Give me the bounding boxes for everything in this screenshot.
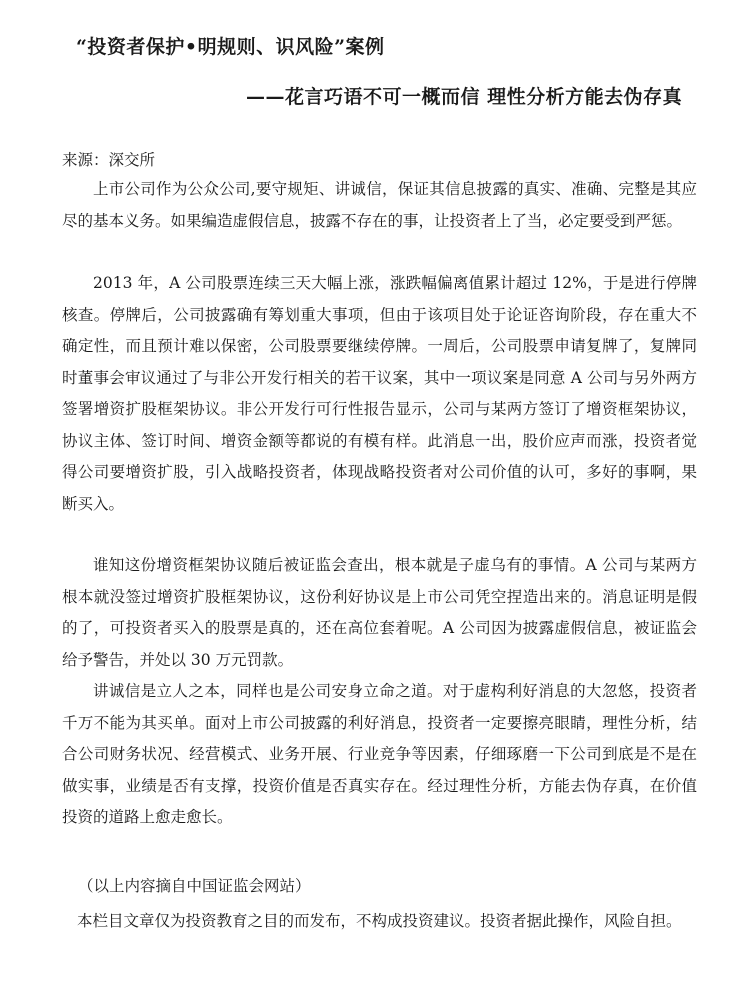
source-line: 来源：深交所 [62,151,156,169]
paragraph: 上市公司作为公众公司,要守规矩、讲诚信，保证其信息披露的真实、准确、完整是其应尽的基本义务。如果编造虚假信息，披露不存在的事，让投资者上了当，必定要受到严惩。 [62,180,697,230]
paragraph: 2013 年，A 公司股票连续三天大幅上涨，涨跌幅偏离值累计超过 12%，于是进行停牌核查。停牌后，公司披露确有筹划重大事项，但由于该项目处于论证咨询阶段，存在重大不确定性，而且预计难以保密，公司股票要继续停牌。一周后，公司股票申请复牌了，复牌同时董事会审议通过了与非公开发行相关的若干议案，其中一项议案是同意 A 公司与另外两方签署增资扩股框架协议。非公开发行可行性报告显示，公司与某两方签订了增资框架协议，协议主体、签订时间、增资金额等都说的有模有样。此消息一出，股价应声而涨，投资者觉得公司要增资扩股，引入战略投资者，体现战略投资者对公司价值的认可，多好的事啊，果断买入。 [62,274,697,513]
document-title: “投资者保护•明规则、识风险”案例 [76,36,385,58]
source-footnote: （以上内容摘自中国证监会网站） [78,877,311,895]
paragraph: 讲诚信是立人之本，同样也是公司安身立命之道。对于虚构利好消息的大忽悠，投资者千万不能为其买单。面对上市公司披露的利好消息，投资者一定要擦亮眼睛，理性分析，结合公司财务状况、经营模式、业务开展、行业竞争等因素，仔细琢磨一下公司到底是不是在做实事，业绩是否有支撑，投资价值是否真实存在。经过理性分析，方能去伪存真，在价值投资的道路上愈走愈长。 [62,682,697,826]
disclaimer: 本栏目文章仅为投资教育之目的而发布，不构成投资建议。投资者据此操作，风险自担。 [77,912,682,930]
document-subtitle: ——花言巧语不可一概而信 理性分析方能去伪存真 [246,86,683,108]
paragraph: 谁知这份增资框架协议随后被证监会查出，根本就是子虚乌有的事情。A 公司与某两方根本就没签过增资扩股框架协议，这份利好协议是上市公司凭空捏造出来的。消息证明是假的了，可投资者买入的股票是真的，还在高位套着呢。A 公司因为披露虚假信息，被证监会给予警告，并处以 30 万元罚款。 [62,556,697,669]
